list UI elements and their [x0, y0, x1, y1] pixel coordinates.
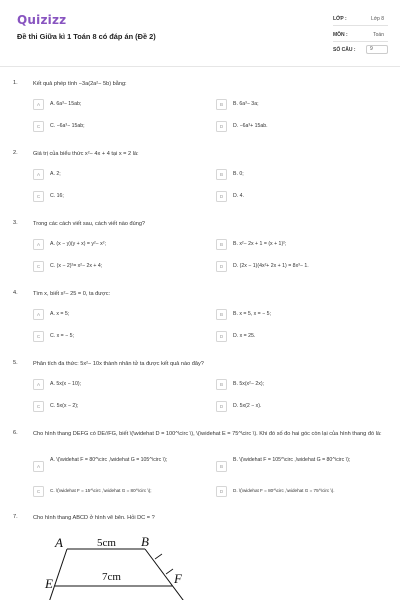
question-text: Tìm x, biết x²− 25 = 0, ta được:	[33, 291, 111, 297]
option-letter-badge: D	[216, 401, 227, 412]
question-number: 2.	[13, 150, 18, 156]
option-b[interactable]	[216, 238, 386, 252]
subject-label: MÔN :	[333, 32, 348, 38]
option-text: C. (x − 2)²= x²− 2x + 4;	[50, 263, 103, 269]
option-letter-badge: B	[216, 239, 227, 250]
option-text: B. x = 5, x = − 5;	[233, 311, 271, 317]
question-text: Kết quả phép tính −3a(2a²− 5b) bằng:	[33, 81, 127, 87]
option-b[interactable]	[216, 378, 386, 392]
option-b[interactable]	[216, 168, 386, 182]
option-text: C. x = − 5;	[50, 333, 74, 339]
option-c[interactable]	[33, 400, 203, 414]
option-c[interactable]	[33, 330, 203, 344]
option-text: A. 2;	[50, 171, 61, 177]
question-text: Cho hình thang ABCD ở hình vẽ bên. Hỏi DC = ?	[33, 515, 155, 521]
option-c[interactable]	[33, 190, 203, 204]
side-ad	[43, 549, 67, 600]
label-f: F	[174, 571, 182, 586]
option-a[interactable]	[33, 98, 203, 112]
option-text: C. −6a³− 15ab;	[50, 123, 85, 129]
question-number: 1.	[13, 80, 18, 86]
option-letter-badge: B	[216, 309, 227, 320]
option-text: B. 0;	[233, 171, 244, 177]
option-letter-badge: A	[33, 379, 44, 390]
option-a[interactable]	[33, 308, 203, 322]
option-letter-badge: B	[216, 379, 227, 390]
option-letter-badge: A	[33, 169, 44, 180]
option-letter-badge: D	[216, 331, 227, 342]
option-a[interactable]	[33, 457, 203, 479]
option-b[interactable]	[216, 457, 386, 479]
question-number: 6.	[13, 430, 18, 436]
question-number: 5.	[13, 360, 18, 366]
meta-divider	[333, 41, 388, 42]
header-divider	[0, 66, 400, 67]
option-text: A. x = 5;	[50, 311, 70, 317]
option-text: B. 6a³− 3a;	[233, 101, 259, 107]
option-text: A. 5x(x − 10);	[50, 381, 81, 387]
option-letter-badge: C	[33, 121, 44, 132]
question-text: Trong các cách viết sau, cách viết nào đúng?	[33, 221, 146, 227]
option-text: C. \(\widehat F = 15^\circ ,\widehat G = 80^\circ \);	[50, 488, 152, 493]
option-text: D. 4.	[233, 193, 244, 199]
option-d[interactable]	[216, 400, 386, 414]
question-text: Phân tích đa thức: 5x²− 10x thành nhân tử ta được kết quả nào đây?	[33, 361, 204, 367]
option-b[interactable]	[216, 98, 386, 112]
option-d[interactable]	[216, 120, 386, 134]
count-value: 9	[366, 45, 388, 54]
option-b[interactable]	[216, 308, 386, 322]
option-a[interactable]	[33, 378, 203, 392]
worksheet-header	[0, 0, 400, 60]
option-letter-badge: C	[33, 191, 44, 202]
option-letter-badge: D	[216, 121, 227, 132]
question-number: 3.	[13, 220, 18, 226]
option-text: D. x = 25.	[233, 333, 256, 339]
option-text: A. \(\widehat F = 80^\circ ,\widehat G = 105^\circ \);	[50, 457, 168, 463]
option-letter-badge: D	[216, 191, 227, 202]
count-label: SỐ CÂU :	[333, 47, 356, 53]
quizizz-logo: Quizizz	[17, 13, 67, 27]
subject-value: Toán	[373, 32, 384, 38]
option-text: A. (x − y)(y + x) = y²− x²;	[50, 241, 106, 247]
trapezoid-figure	[33, 534, 213, 600]
question-number: 7.	[13, 514, 18, 520]
label-e: E	[45, 576, 53, 591]
option-letter-badge: A	[33, 239, 44, 250]
option-a[interactable]	[33, 168, 203, 182]
length-ab: 5cm	[97, 537, 116, 549]
option-a[interactable]	[33, 238, 203, 252]
option-text: D. (2x − 1)(4x²+ 2x + 1) = 8x³− 1.	[233, 263, 309, 269]
option-text: D. \(\widehat F = 80^\circ ,\widehat G = 75^\circ \).	[233, 488, 335, 493]
option-letter-badge: B	[216, 461, 227, 472]
option-letter-badge: C	[33, 401, 44, 412]
option-letter-badge: C	[33, 261, 44, 272]
option-letter-badge: B	[216, 169, 227, 180]
option-d[interactable]	[216, 190, 386, 204]
option-letter-badge: C	[33, 331, 44, 342]
option-text: B. x²− 2x + 1 = (x + 1)²;	[233, 241, 287, 247]
option-text: B. \(\widehat F = 105^\circ ,\widehat G = 80^\circ \);	[233, 457, 351, 463]
option-letter-badge: A	[33, 309, 44, 320]
option-d[interactable]	[216, 260, 386, 274]
option-c[interactable]	[33, 120, 203, 134]
option-text: B. 5x(x²− 2x);	[233, 381, 264, 387]
option-letter-badge: A	[33, 99, 44, 110]
question-number: 4.	[13, 290, 18, 296]
class-label: LỚP :	[333, 16, 347, 22]
option-text: C. 5x(x − 2);	[50, 403, 79, 409]
label-a: A	[55, 535, 63, 550]
option-c[interactable]	[33, 260, 203, 274]
option-text: C. 16;	[50, 193, 64, 199]
option-d[interactable]	[216, 485, 386, 499]
side-bc	[145, 549, 198, 600]
worksheet-title: Đề thi Giữa kì 1 Toán 8 có đáp án (Đề 2)	[17, 32, 156, 41]
option-letter-badge: D	[216, 486, 227, 497]
option-d[interactable]	[216, 330, 386, 344]
meta-divider	[333, 25, 388, 26]
option-c[interactable]	[33, 485, 203, 499]
question-text: Cho hình thang DEFG có DE//FG, biết \(\widehat D = 100^\circ \), \(\widehat E = 75^\circ \). Khi đó số đo hai góc còn lại của hình thang đó là:	[33, 431, 382, 437]
tick-mark	[166, 569, 173, 574]
option-letter-badge: C	[33, 486, 44, 497]
question-text: Giá trị của biểu thức x²− 4x + 4 tại x = 2 là:	[33, 151, 139, 157]
label-b: B	[141, 534, 149, 549]
option-letter-badge: A	[33, 461, 44, 472]
option-text: D. −6a³+ 15ab.	[233, 123, 268, 129]
option-text: D. 5x(2 − x).	[233, 403, 262, 409]
class-value: Lớp 8	[370, 16, 384, 22]
tick-mark	[155, 554, 162, 559]
option-letter-badge: D	[216, 261, 227, 272]
option-letter-badge: B	[216, 99, 227, 110]
option-text: A. 6a³− 15ab;	[50, 101, 82, 107]
length-ef: 7cm	[102, 571, 121, 583]
